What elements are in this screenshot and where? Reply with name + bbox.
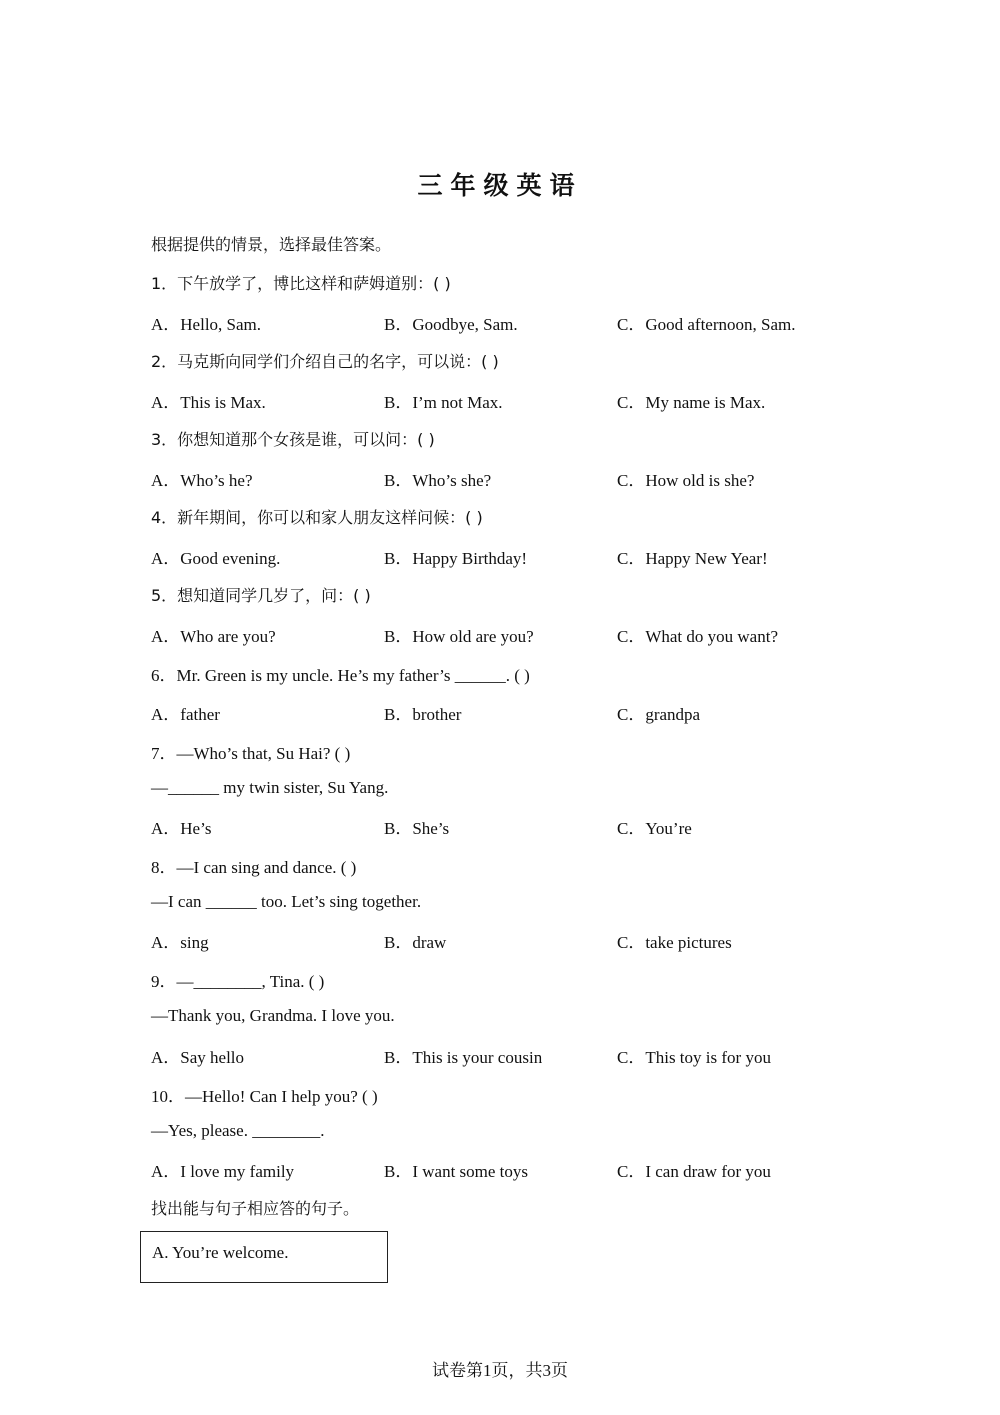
option-b: B．I’m not Max. xyxy=(384,393,503,412)
option-b: B．She’s xyxy=(384,819,450,838)
option-a: A．Who’s he? xyxy=(151,471,253,490)
option-a: A．This is Max. xyxy=(151,393,266,412)
section-instruction: 根据提供的情景，选择最佳答案。 xyxy=(151,235,392,254)
question-stem: 9．—________, Tina. ( ) xyxy=(151,972,325,991)
option-c: C．My name is Max. xyxy=(617,393,766,412)
question-dialogue: —______ my twin sister, Su Yang. xyxy=(151,778,389,797)
option-c: C．What do you want? xyxy=(617,627,778,646)
question-dialogue: —I can ______ too. Let’s sing together. xyxy=(151,892,422,911)
option-row xyxy=(151,814,851,836)
option-b: B．How old are you? xyxy=(384,627,534,646)
option-a: A．I love my family xyxy=(151,1162,295,1181)
option-row xyxy=(151,928,851,950)
option-c: C．You’re xyxy=(617,819,692,838)
question-stem: 7．—Who’s that, Su Hai? ( ) xyxy=(151,744,351,763)
option-a: A．Who are you? xyxy=(151,627,276,646)
question-stem: 5．想知道同学几岁了，问：( ) xyxy=(151,586,371,605)
section-instruction: 找出能与句子相应答的句子。 xyxy=(151,1199,360,1218)
option-c: C．grandpa xyxy=(617,705,701,724)
option-a: A．Say hello xyxy=(151,1048,245,1067)
question-stem: 3．你想知道那个女孩是谁，可以问：( ) xyxy=(151,430,435,449)
option-a: A．father xyxy=(151,705,220,724)
answer-choice-text: A. You’re welcome. xyxy=(152,1243,289,1262)
option-a: A．Good evening. xyxy=(151,549,281,568)
question-stem: 10．—Hello! Can I help you? ( ) xyxy=(151,1087,378,1106)
option-c: C．take pictures xyxy=(617,933,732,952)
option-b: B．Happy Birthday! xyxy=(384,549,528,568)
question-stem: 2．马克斯向同学们介绍自己的名字，可以说：( ) xyxy=(151,352,499,371)
option-b: B．I want some toys xyxy=(384,1162,529,1181)
page-footer: 试卷第1页，共3页 xyxy=(432,1361,568,1380)
option-row xyxy=(151,700,851,722)
question-stem: 1．下午放学了，博比这样和萨姆道别：( ) xyxy=(151,274,451,293)
option-c: C．I can draw for you xyxy=(617,1162,771,1181)
question-dialogue: —Thank you, Grandma. I love you. xyxy=(151,1006,395,1025)
option-b: B．Who’s she? xyxy=(384,471,492,490)
question-dialogue: —Yes, please. ________. xyxy=(151,1121,325,1140)
option-row xyxy=(151,1157,851,1179)
page-title: 三年级英语 xyxy=(417,171,583,200)
option-row xyxy=(151,466,851,488)
option-b: B．Goodbye, Sam. xyxy=(384,315,518,334)
option-c: C．Good afternoon, Sam. xyxy=(617,315,796,334)
option-c: C．How old is she? xyxy=(617,471,755,490)
answer-choice-box xyxy=(140,1231,388,1283)
option-b: B．brother xyxy=(384,705,462,724)
option-row xyxy=(151,388,851,410)
question-stem: 4．新年期间，你可以和家人朋友这样问候：( ) xyxy=(151,508,483,527)
option-c: C．Happy New Year! xyxy=(617,549,768,568)
question-stem: 6．Mr. Green is my uncle. He’s my father’s ______. ( ) xyxy=(151,666,530,685)
option-b: B．draw xyxy=(384,933,447,952)
option-c: C．This toy is for you xyxy=(617,1048,771,1067)
option-a: A．sing xyxy=(151,933,209,952)
option-a: A．Hello, Sam. xyxy=(151,315,262,334)
option-a: A．He’s xyxy=(151,819,212,838)
option-row xyxy=(151,310,851,332)
question-stem: 8．—I can sing and dance. ( ) xyxy=(151,858,357,877)
option-row xyxy=(151,1043,851,1065)
option-row xyxy=(151,622,851,644)
option-row xyxy=(151,544,851,566)
option-b: B．This is your cousin xyxy=(384,1048,543,1067)
